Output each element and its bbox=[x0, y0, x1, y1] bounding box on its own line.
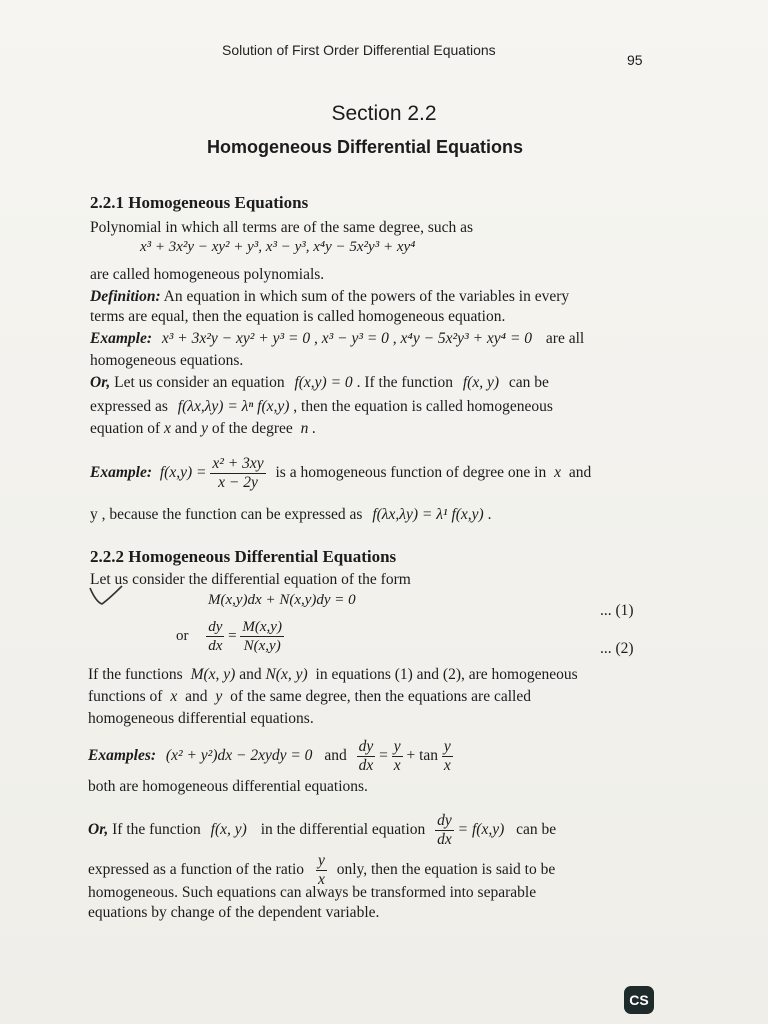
or-function: f(x, y) bbox=[462, 374, 499, 391]
example-equations: x³ + 3x²y − xy² + y³ = 0 , x³ − y³ = 0 , x⁴y − 5x²y³ + xy⁴ = 0 bbox=[161, 330, 533, 347]
example-line-2: homogeneous equations. bbox=[90, 352, 244, 369]
examples-x2: x bbox=[443, 757, 451, 774]
or-text-3b: of the degree bbox=[211, 420, 293, 437]
para-line-2 bbox=[88, 688, 531, 706]
equation-1-tag: ... (1) bbox=[600, 602, 634, 619]
or-2-dy: dy bbox=[437, 812, 452, 829]
or-2-dydx bbox=[435, 812, 454, 849]
or-2-dx: dx bbox=[437, 831, 452, 848]
para-y: y bbox=[215, 688, 223, 705]
last-line-3: equations by change of the dependent variable. bbox=[88, 904, 380, 921]
camscanner-logo: CS bbox=[624, 986, 654, 1014]
last-line-2: homogeneous. Such equations can always be transformed into separable bbox=[88, 884, 537, 901]
equation-2-tag: ... (2) bbox=[600, 640, 634, 657]
example-2-text: is a homogeneous function of degree one in bbox=[275, 464, 547, 482]
para-x: x bbox=[170, 688, 178, 705]
examples-y2: y bbox=[443, 738, 451, 755]
para-text-1a: If the functions bbox=[88, 666, 183, 683]
examples-line-1 bbox=[88, 738, 453, 775]
or-var-y: y bbox=[201, 420, 208, 437]
para-M: M(x, y) bbox=[190, 666, 236, 683]
equation-2 bbox=[176, 618, 284, 655]
examples-y-over-x-2 bbox=[442, 738, 453, 775]
or-2-label: Or, bbox=[88, 821, 109, 839]
or-var-x: x bbox=[164, 420, 171, 437]
para-text-2b: of the same degree, then the equations are called bbox=[230, 688, 531, 705]
example-2-and: and bbox=[568, 464, 592, 482]
polynomial-examples: x³ + 3x²y − xy² + y³, x³ − y³, x⁴y − 5x²y³ + xy⁴ bbox=[140, 239, 416, 255]
example-2-equation: f(λx,λy) = λ¹ f(x,y) bbox=[372, 506, 484, 523]
or-equation-2: f(λx,λy) = λⁿ f(x,y) bbox=[177, 398, 290, 415]
example-2-fraction bbox=[210, 455, 265, 492]
examples-line-2: both are homogeneous differential equations. bbox=[88, 778, 368, 795]
example-2-line-2 bbox=[90, 506, 491, 524]
or-line-1 bbox=[90, 374, 549, 392]
para-text-2a: functions of bbox=[88, 688, 163, 705]
examples-dydx bbox=[357, 738, 376, 775]
equation-2-lhs-den: dx bbox=[208, 638, 223, 654]
definition-text-1: An equation in which sum of the powers of the variables in every bbox=[163, 288, 570, 305]
or-text-2b: , then the equation is called homogeneous bbox=[293, 398, 553, 415]
or-label: Or, bbox=[90, 374, 111, 391]
examples-y1: y bbox=[393, 738, 401, 755]
para-and: and bbox=[239, 666, 262, 683]
running-title: Solution of First Order Differential Equations bbox=[222, 42, 496, 58]
para-N: N(x, y) bbox=[265, 666, 308, 683]
or-line-3 bbox=[90, 420, 316, 438]
or-text-1a: Let us consider an equation bbox=[114, 374, 285, 391]
example-2-label: Example: bbox=[90, 464, 152, 482]
definition-line-2: terms are equal, then the equation is called homogeneous equation. bbox=[90, 308, 506, 325]
examples-and: and bbox=[324, 747, 347, 765]
intro-text: Polynomial in which all terms are of the same degree, such as bbox=[90, 219, 474, 236]
or-line-2 bbox=[90, 398, 553, 416]
example-2-numerator: x² + 3xy bbox=[212, 455, 264, 472]
examples-y-over-x-1 bbox=[392, 738, 403, 775]
equation-2-rhs bbox=[240, 618, 284, 655]
page-number: 95 bbox=[627, 52, 643, 68]
equation-2-lhs bbox=[206, 618, 224, 655]
para-and-2: and bbox=[185, 688, 208, 705]
definition-label: Definition: bbox=[90, 288, 161, 305]
example-2-text-2: y , because the function can be expressed as bbox=[90, 506, 363, 523]
or-word: or bbox=[176, 627, 189, 644]
examples-plus-tan: + tan bbox=[406, 747, 439, 765]
para-line-1 bbox=[88, 666, 578, 684]
or-text-3a: equation of bbox=[90, 420, 161, 437]
or-and: and bbox=[174, 420, 198, 437]
example-2-line-1 bbox=[90, 455, 591, 492]
ratio-y: y bbox=[317, 852, 325, 869]
example-line-1 bbox=[90, 330, 584, 348]
example-2-denominator: x − 2y bbox=[218, 474, 258, 491]
last-text-1b: only, then the equation is said to be bbox=[336, 861, 556, 879]
handwritten-check-mark bbox=[88, 584, 124, 606]
ratio-x: x bbox=[317, 871, 325, 888]
or-equation-1: f(x,y) = 0 bbox=[294, 374, 353, 391]
or-2-text-3: can be bbox=[516, 821, 557, 839]
section-label: Section 2.2 bbox=[331, 102, 437, 125]
examples-equation-1: (x² + y²)dx − 2xydy = 0 bbox=[165, 747, 313, 765]
last-text-1a: expressed as a function of the ratio bbox=[88, 861, 305, 879]
example-tail: are all bbox=[545, 330, 585, 347]
or-2-rhs: = f(x,y) bbox=[457, 821, 505, 839]
para-line-3: homogeneous differential equations. bbox=[88, 710, 314, 727]
examples-x1: x bbox=[393, 757, 401, 774]
example-2-end: . bbox=[487, 506, 492, 523]
subsection-heading-1: 2.2.1 Homogeneous Equations bbox=[90, 193, 309, 212]
examples-equals: = bbox=[379, 747, 388, 765]
definition-line-1 bbox=[90, 288, 569, 306]
called-text: are called homogeneous polynomials. bbox=[90, 266, 325, 283]
para-text-1b: in equations (1) and (2), are homogeneous bbox=[315, 666, 578, 683]
equation-2-lhs-num: dy bbox=[208, 619, 223, 635]
equation-1: M(x,y)dx + N(x,y)dy = 0 bbox=[208, 592, 356, 608]
equation-2-equals: = bbox=[228, 627, 237, 644]
example-2-var-x: x bbox=[554, 464, 561, 482]
examples-dx: dx bbox=[358, 757, 374, 774]
intro-text-2: Let us consider the differential equation of the form bbox=[90, 571, 411, 588]
examples-label: Examples: bbox=[88, 747, 157, 765]
or-2-text-2: in the differential equation bbox=[260, 821, 426, 839]
or-text-1b: . If the function bbox=[356, 374, 453, 391]
subsection-heading-2: 2.2.2 Homogeneous Differential Equations bbox=[90, 547, 397, 566]
or-text-1c: can be bbox=[508, 374, 549, 391]
example-2-lhs: f(x,y) = bbox=[159, 464, 207, 482]
or-2-text-1: If the function bbox=[112, 821, 201, 839]
example-label: Example: bbox=[90, 330, 152, 347]
equation-2-rhs-num: M(x,y) bbox=[242, 619, 282, 635]
or-2-function: f(x, y) bbox=[210, 821, 247, 839]
or-degree-n: n . bbox=[300, 420, 317, 437]
or-2-line-1 bbox=[88, 812, 556, 849]
equation-2-rhs-den: N(x,y) bbox=[243, 638, 281, 654]
section-title: Homogeneous Differential Equations bbox=[206, 137, 524, 157]
examples-dy: dy bbox=[358, 738, 374, 755]
or-text-2a: expressed as bbox=[90, 398, 168, 415]
